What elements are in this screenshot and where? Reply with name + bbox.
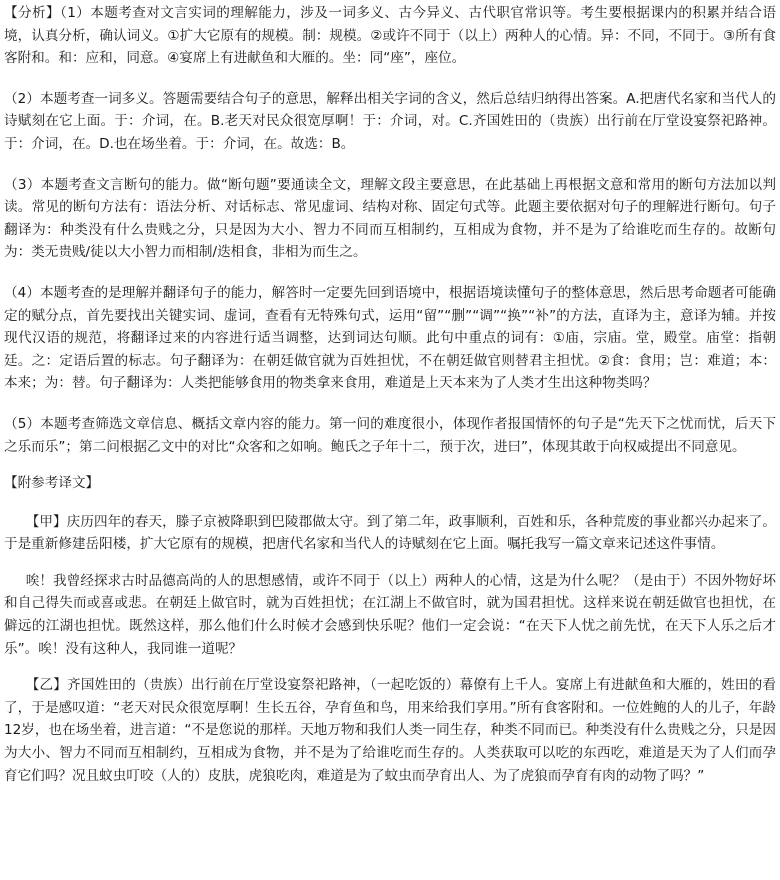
analysis-paragraph-5: （5）本题考查筛选文章信息、概括文章内容的能力。第一问的难度很小，体现作者报国情怀的句子是“先天下之忧而忧，后天下之乐而乐”；第二问根据乙文中的对比“众客和之如响。鲍氏之子年十二，预于次，进曰”，体现其敢于向权威提出不同意见。 bbox=[4, 415, 776, 455]
translation-jia-paragraph-1: 【甲】庆历四年的春天，滕子京被降职到巴陵郡做太守。到了第二年，政事顺利，百姓和乐，各种荒废的事业都兴办起来了。于是重新修建岳阳楼，扩大它原有的规模，把唐代名家和当代人的诗赋刻在它上面。嘱托我写一篇文章来记述这件事情。 bbox=[4, 513, 776, 553]
analysis-paragraph-1: 【分析】（1）本题考查对文言实词的理解能力，涉及一词多义、古今异义、古代职官常识等。考生要根据课内的积累并结合语境，认真分析，确认词义。①扩大它原有的规模。制：规模。②或许不同于（以上）两种人的心情。异：不同，不同于。③所有食客附和。和：应和，同意。④宴席上有进献鱼和大雁的。坐：同“座”，座位。 bbox=[4, 5, 776, 67]
analysis-paragraph-2: （2）本题考查一词多义。答题需要结合句子的意思，解释出相关字词的含义，然后总结归纳得出答案。A.把唐代名家和当代人的诗赋刻在它上面。于：介词，在。B.老天对民众很宽厚啊！于：介词，对。C.齐国姓田的（贵族）出行前在厅堂设宴祭祀路神。于：介词，在。D.也在场坐着。于：介词，在。故选：B。 bbox=[4, 90, 776, 152]
translation-jia-paragraph-2: 唉！我曾经探求古时品德高尚的人的思想感情，或许不同于（以上）两种人的心情，这是为什么呢？（是由于）不因外物好坏和自己得失而或喜或悲。在朝廷上做官时，就为百姓担忧；在江湖上不做官时，就为国君担忧。这样来说在朝廷做官也担忧，在僻远的江湖也担忧。既然这样，那么他们什么时候才会感到快乐呢？他们一定会说：“在天下人忧之前先忧，在天下人乐之后才乐”。唉！没有这种人，我同谁一道呢？ bbox=[4, 572, 776, 657]
analysis-paragraph-4: （4）本题考查的是理解并翻译句子的能力，解答时一定要先回到语境中，根据语境读懂句子的整体意思，然后思考命题者可能确定的赋分点，首先要找出关键实词、虚词，查看有无特殊句式，运用“留”“删”“调”“换”“补”的方法，直译为主，意译为辅。并按现代汉语的规范，将翻译过来的内容进行适当调整，达到词达句顺。此句中重点的词有：①庙，宗庙。堂，殿堂。庙堂：指朝廷。之：定语后置的标志。句子翻译为：在朝廷做官就为百姓担忧，不在朝廷做官则替君主担忧。②食：食用；岂：难道；本：本来；为：替。句子翻译为：人类把能够食用的物类拿来食用，难道是上天本来为了人类才生出这种物类吗？ bbox=[4, 284, 776, 392]
analysis-paragraph-3: （3）本题考查文言断句的能力。做“断句题”要通读全文，理解文段主要意思，在此基础上再根据文意和常用的断句方法加以判读。常见的断句方法有：语法分析、对话标志、常见虚词、结构对称、固定句式等。此题主要依据对句子的理解进行断句。句子翻译为：种类没有什么贵贱之分，只是因为大小、智力不同而互相制约，互相成为食物，并不是为了给谁吃而生存的。故断句为：类无贵贱/徒以大小智力而相制/迭相食，非相为而生之。 bbox=[4, 176, 776, 261]
translation-heading: 【附参考译文】 bbox=[4, 475, 100, 492]
translation-yi-paragraph: 【乙】齐国姓田的（贵族）出行前在厅堂设宴祭祀路神，（一起吃饭的）幕僚有上千人。宴席上有进献鱼和大雁的，姓田的看了，于是感叹道：“老天对民众很宽厚啊！生长五谷，孕育鱼和鸟，用来给我们享用。”所有食客附和。一位姓鲍的人的儿子，年龄12岁，也在场坐着，进言道：“不是您说的那样。天地万物和我们人类一同生存，种类不同而已。种类没有什么贵贱之分，只是因为大小、智力不同而互相制约，互相成为食物，并不是为了给谁吃而生存的。人类获取可以吃的东西吃，难道是天为了人们而孕育它们吗？况且蚊虫叮咬（人的）皮肤，虎狼吃肉，难道是为了蚊虫而孕育出人、为了虎狼而孕育有肉的动物了吗？” bbox=[4, 677, 776, 784]
